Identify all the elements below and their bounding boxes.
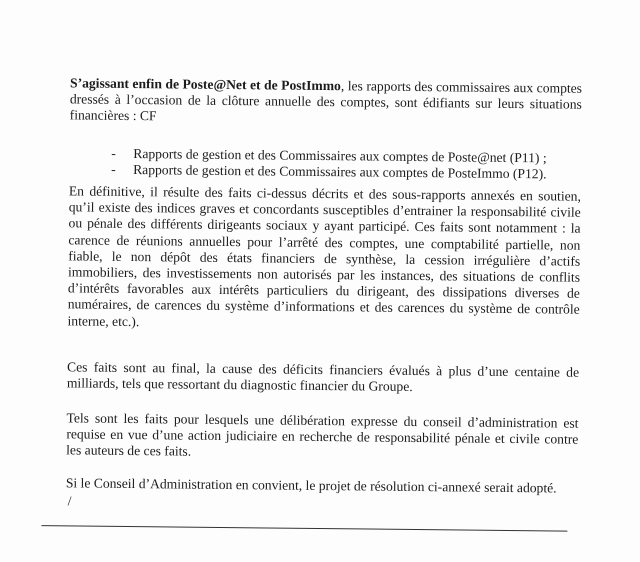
causes-paragraph: Ces faits sont au final, la cause des déficits financiers évalués à plus d’une centaine de milliards, tels que ressortant du diagnostic financier du Groupe. <box>66 359 580 395</box>
intro-paragraph <box>70 75 582 129</box>
conclusion-paragraph: En définitive, il résulte des faits ci-dessus décrits et des sous-rapports annexés en soutien, qu’il existe des indices graves et concordants susceptibles d’entrainer la responsabilité civile ou pénale des différents dirigeants sociaux y ayant participé. Ces faits sont notamment : la carence de réunions annuelles pour l’arrêté des comptes, une comptabilité partielle, non fiable, le non dépôt des états financiers de synthèse, la cession irrégulière d’actifs immobiliers, des investissements non autorisés par les instances, des situations de conflits d’intérêts favorables aux intérêts particuliers du dirigeant, des dissipations diverses de numéraires, de carences du système d’informations et des carences du système de contrôle interne, etc.). <box>67 183 581 329</box>
deliberation-paragraph: Tels sont les faits pour lesquels une délibération expresse du conseil d’administration est requise en vue d’une action judiciaire en recherche de responsabilité pénale et civile contre les auteurs de ces faits. <box>66 410 579 460</box>
end-slash: / <box>67 493 72 509</box>
report-list <box>111 146 581 184</box>
resolution-paragraph: Si le Conseil d’Administration en convient, le projet de résolution ci-annexé serait adopté. <box>65 475 557 496</box>
bullet-dash: - <box>111 162 116 178</box>
intro-rest: , les rapports des commissaires aux comptes dressés à l’occasion de la clôture annuelle des comptes, sont édifiants sur leurs situations financières : CF <box>69 78 583 124</box>
list-item <box>111 162 581 183</box>
horizontal-rule <box>41 525 567 532</box>
list-item-text: Rapports de gestion et des Commissaires aux comptes de Poste@net (P11) ; <box>133 146 547 166</box>
intro-lead: S’agissant enfin de Poste@Net et de PostImmo <box>69 75 341 94</box>
bullet-dash: - <box>111 145 116 161</box>
list-item-text: Rapports de gestion et des Commissaires aux comptes de PosteImmo (P12). <box>133 162 547 182</box>
